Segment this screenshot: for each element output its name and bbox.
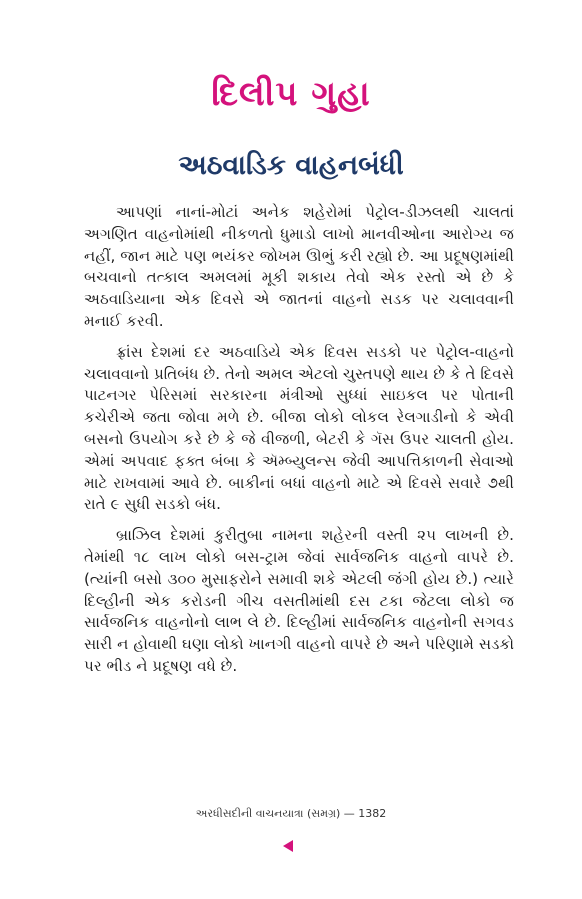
previous-page-arrow-icon[interactable] <box>283 840 293 852</box>
paragraph-1: આપણાં નાનાં-મોટાં અનેક શહેરોમાં પેટ્રોલ-ડીઝલથી ચાલતાં અગણિત વાહનોમાંથી નીકળતો ધુમાડો લાખો માનવીઓના આરોગ્ય જ નહીં, જાન માટે પણ ભયંકર જોખમ ઊભું કરી રહ્યો છે. આ પ્રદૂષણમાંથી બચવાનો તત્કાલ અમલમાં મૂકી શકાય તેવો એક રસ્તો એ છે કે અઠવાડિયાના એક દિવસે એ જાતનાં વાહનો સડક પર ચલાવવાની મનાઈ કરવી. <box>84 203 514 330</box>
article-body <box>84 202 514 687</box>
paragraph-3: બ્રાઝિલ દેશમાં કુરીતુબા નામના શહેરની વસ્તી ૨૫ લાખની છે. તેમાંથી ૧૮ લાખ લોકો બસ-ટ્રામ જેવાં સાર્વજનિક વાહનો વાપરે છે. (ત્યાંની બસો ૩૦૦ મુસાફરોને સમાવી શકે એટલી જંગી હોય છે.) ત્યારે દિલ્હીની એક કરોડની ગીચ વસતીમાંથી દસ ટકા જેટલા લોકો જ સાર્વજનિક વાહનોનો લાભ લે છે. દિલ્હીમાં સાર્વજનિક વાહનોની સગવડ સારી ન હોવાથી ઘણા લોકો ખાનગી વાહનો વાપરે છે અને પરિણામે સડકો પર ભીડ ને પ્રદૂષણ વધે છે. <box>84 526 514 675</box>
paragraph-2: ફ્રાંસ દેશમાં દર અઠવાડિયે એક દિવસ સડકો પર પેટ્રોલ-વાહનો ચલાવવાનો પ્રતિબંધ છે. તેનો અમલ એટલો ચુસ્તપણે થાય છે કે તે દિવસે પાટનગર પેરિસમાં સરકારના મંત્રીઓ સુધ્ધાં સાઇકલ પર પોતાની કચેરીએ જતા જોવા મળે છે. બીજા લોકો લોકલ રેલગાડીનો કે એવી બસનો ઉપયોગ કરે છે કે જે વીજળી, બેટરી કે ગૅસ ઉપર ચાલતી હોય. એમાં અપવાદ ફક્ત બંબા કે ઍમ્બ્યુલન્સ જેવી આપત્તિકાળની સેવાઓ માટે રાખવામાં આવે છે. બાકીનાં બધાં વાહનો માટે એ દિવસે સવારે ૭થી રાતે ૯ સુધી સડકો બંધ. <box>84 342 514 514</box>
article-title: અઠવાડિક વાહનબંધી <box>178 150 404 181</box>
page-footer: અરધીસદીની વાચનયાત્રા (સમગ્ર) — 1382 <box>195 807 387 820</box>
author-name: દિલીપ ગુહા <box>211 74 371 114</box>
